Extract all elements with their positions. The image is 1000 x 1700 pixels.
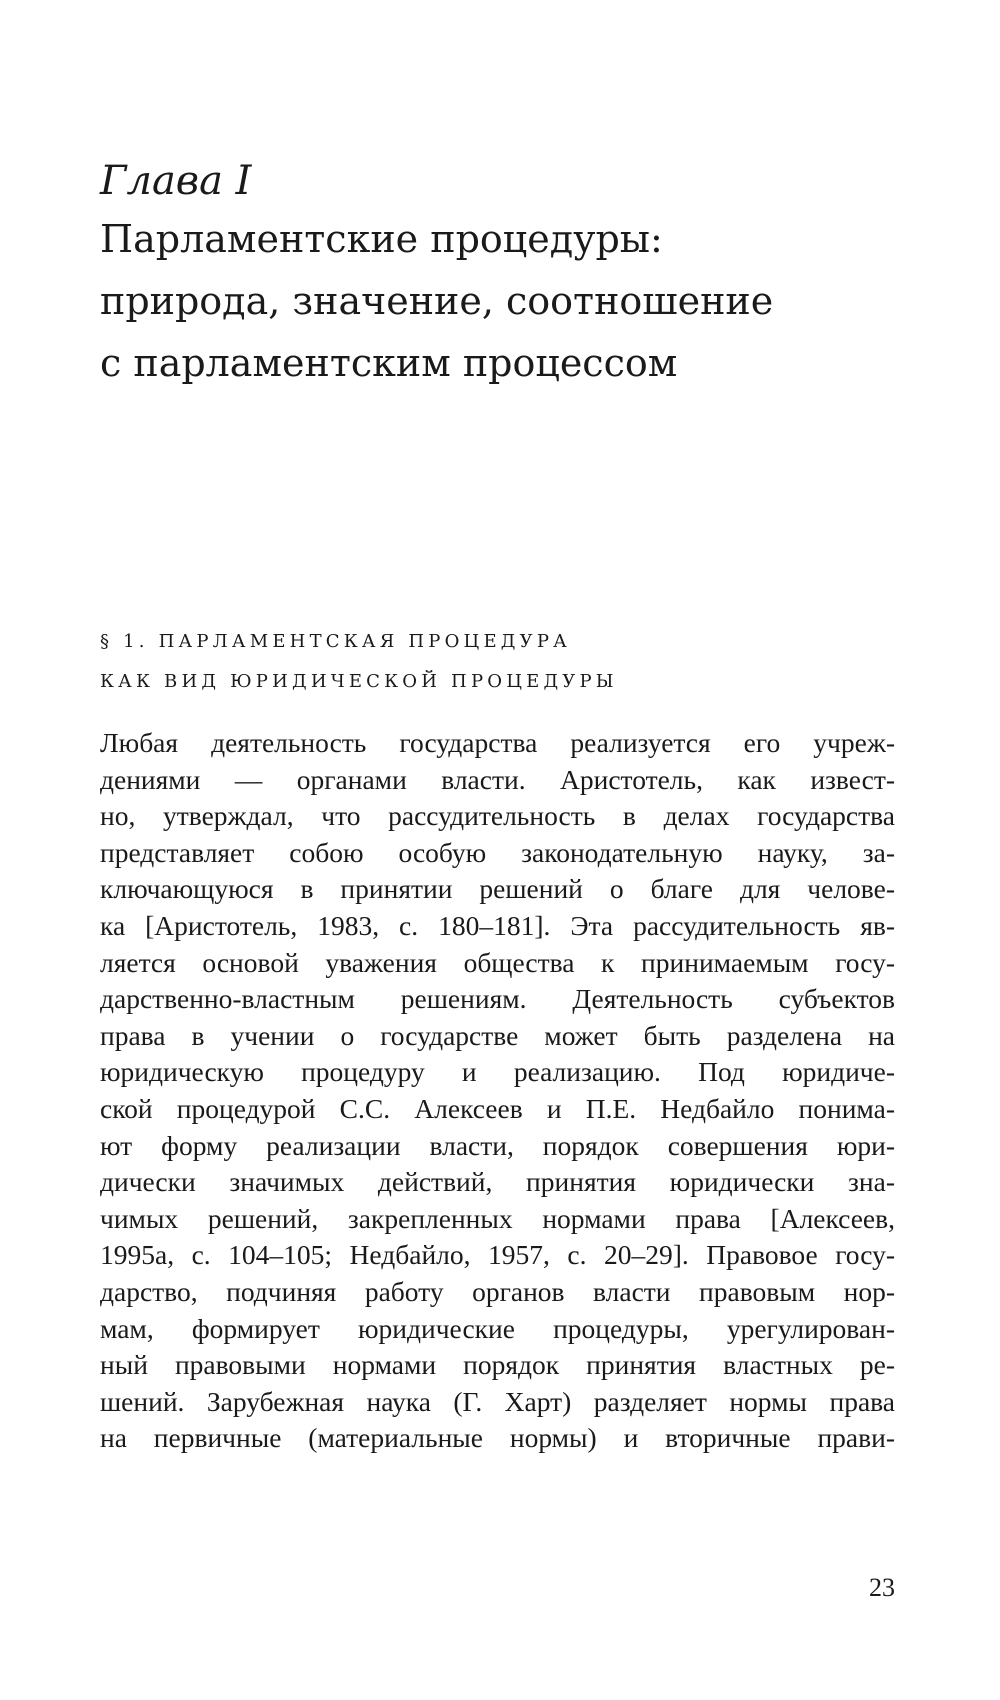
body-line: дарство, подчиняя работу органов власти правовым нор- [100, 1275, 895, 1307]
chapter-title-line: Парламентские процедуры: [100, 217, 663, 261]
chapter-title-line: с парламентским процессом [100, 341, 678, 385]
body-line: шений. Зарубежная наука (Г. Харт) разделяет нормы права [100, 1385, 895, 1417]
chapter-title [100, 208, 920, 394]
body-line: представляет собою особую законодательную науку, за- [100, 836, 895, 868]
body-line: права в учении о государстве может быть разделена на [100, 1019, 895, 1051]
page-number: 23 [869, 1573, 895, 1602]
section-heading [100, 622, 920, 702]
body-line: 1995а, с. 104–105; Недбайло, 1957, с. 20–29]. Правовое госу- [100, 1239, 895, 1271]
chapter-label: Глава I [100, 158, 252, 204]
body-line: дениями — органами власти. Аристотель, как извест- [100, 763, 895, 795]
body-line: ка [Аристотель, 1983, с. 180–181]. Эта рассудительность яв- [100, 909, 895, 941]
body-line: ный правовыми нормами порядок принятия властных ре- [100, 1349, 895, 1381]
body-line: мам, формирует юридические процедуры, урегулирован- [100, 1312, 895, 1344]
body-line: чимых решений, закрепленных нормами права [Алексеев, [100, 1202, 895, 1234]
body-line: дически значимых действий, принятия юридически зна- [100, 1166, 895, 1198]
body-line: ской процедурой С.С. Алексеев и П.Е. Недбайло понима- [100, 1092, 895, 1124]
body-paragraph [100, 725, 895, 1457]
body-line: дарственно-властным решениям. Деятельность субъектов [100, 983, 895, 1015]
body-line: ют форму реализации власти, порядок совершения юри- [100, 1129, 895, 1161]
section-heading-line: § 1. ПАРЛАМЕНТСКАЯ ПРОЦЕДУРА [100, 631, 571, 652]
body-line: юридическую процедуру и реализацию. Под юридиче- [100, 1056, 895, 1088]
section-heading-line: КАК ВИД ЮРИДИЧЕСКОЙ ПРОЦЕДУРЫ [100, 671, 618, 692]
body-line: но, утверждал, что рассудительность в делах государства [100, 800, 895, 832]
body-line: Любая деятельность государства реализуется его учреж- [100, 727, 895, 758]
body-line: ляется основой уважения общества к принимаемым госу- [100, 946, 895, 978]
body-line: ключающуюся в принятии решений о благе для челове- [100, 873, 895, 905]
chapter-title-line: природа, значение, соотношение [100, 279, 774, 323]
body-line: на первичные (материальные нормы) и вторичные прави- [100, 1422, 895, 1454]
